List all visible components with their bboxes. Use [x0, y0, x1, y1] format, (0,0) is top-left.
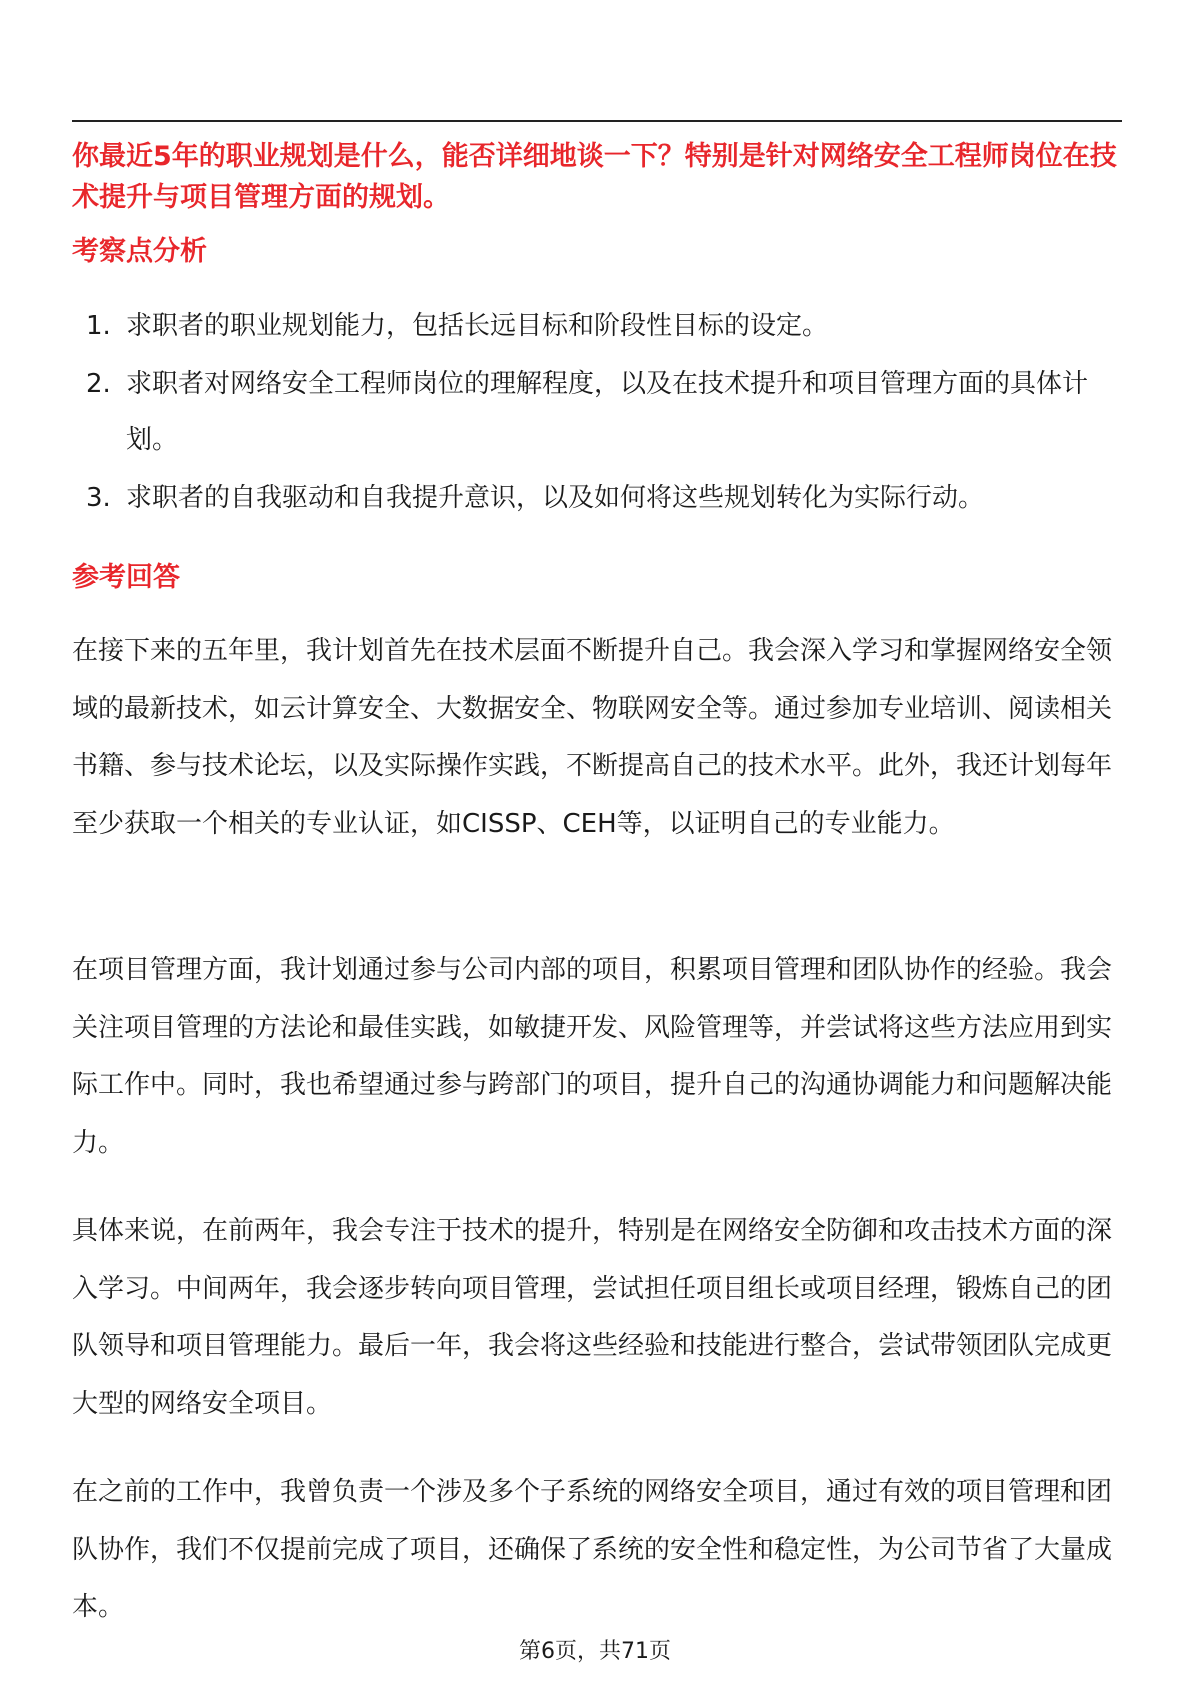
top-divider — [72, 120, 1122, 122]
answer-heading: 参考回答 — [72, 562, 180, 593]
answer-paragraph: 在之前的工作中，我曾负责一个涉及多个子系统的网络安全项目，通过有效的项目管理和团队协作，我们不仅提前完成了项目，还确保了系统的安全性和稳定性，为公司节省了大量成本。 — [72, 1477, 1113, 1622]
page-number: 第6页，共71页 — [519, 1639, 671, 1664]
answer-paragraph: 在项目管理方面，我计划通过参与公司内部的项目，积累项目管理和团队协作的经验。我会关注项目管理的方法论和最佳实践，如敏捷开发、风险管理等，并尝试将这些方法应用到实际工作中。同时，我也希望通过参与跨部门的项目，提升自己的沟通协调能力和问题解决能力。 — [72, 955, 1113, 1158]
analysis-item-number: 2. — [86, 369, 111, 399]
interview-question: 你最近5年的职业规划是什么，能否详细地谈一下？特别是针对网络安全工程师岗位在技术提升与项目管理方面的规划。 — [72, 141, 1117, 213]
analysis-item-number: 1. — [86, 311, 111, 341]
analysis-item — [72, 298, 1122, 354]
answer-paragraph: 在接下来的五年里，我计划首先在技术层面不断提升自己。我会深入学习和掌握网络安全领域的最新技术，如云计算安全、大数据安全、物联网安全等。通过参加专业培训、阅读相关书籍、参与技术论坛，以及实际操作实践，不断提高自己的技术水平。此外，我还计划每年至少获取一个相关的专业认证，如CISSP、CEH等，以证明自己的专业能力。 — [72, 636, 1113, 839]
analysis-list — [72, 298, 1122, 528]
analysis-item — [72, 470, 1122, 526]
analysis-item — [72, 356, 1122, 468]
analysis-item-number: 3. — [86, 483, 111, 513]
analysis-heading: 考察点分析 — [72, 236, 207, 267]
analysis-item-text: 求职者的职业规划能力，包括长远目标和阶段性目标的设定。 — [126, 311, 829, 341]
answer-paragraph: 具体来说，在前两年，我会专注于技术的提升，特别是在网络安全防御和攻击技术方面的深入学习。中间两年，我会逐步转向项目管理，尝试担任项目组长或项目经理，锻炼自己的团队领导和项目管理能力。最后一年，我会将这些经验和技能进行整合，尝试带领团队完成更大型的网络安全项目。 — [72, 1216, 1113, 1419]
analysis-item-text: 求职者对网络安全工程师岗位的理解程度，以及在技术提升和项目管理方面的具体计划。 — [126, 369, 1089, 455]
analysis-item-text: 求职者的自我驱动和自我提升意识，以及如何将这些规划转化为实际行动。 — [126, 483, 985, 513]
